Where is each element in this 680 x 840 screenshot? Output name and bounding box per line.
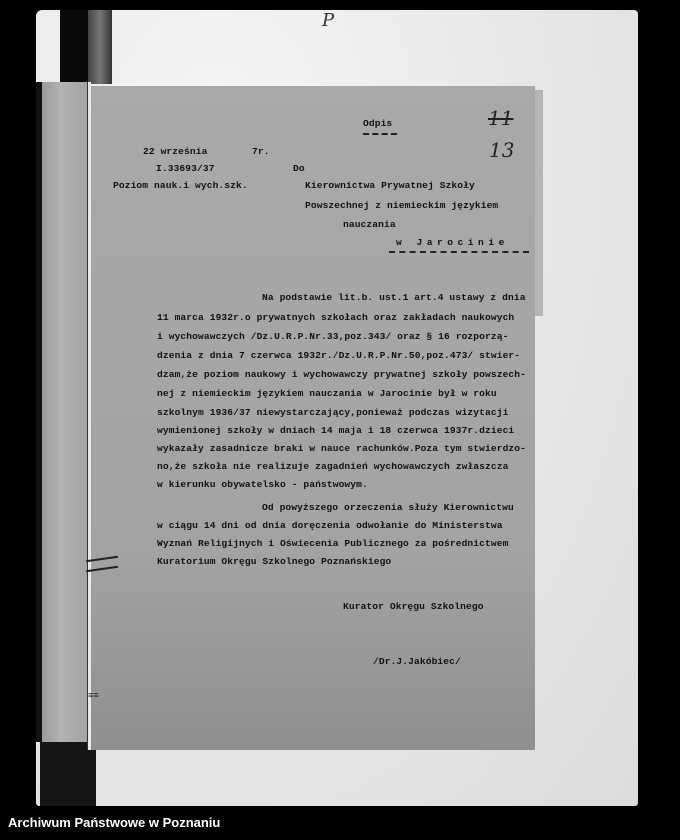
signature-title: Kurator Okręgu Szkolnego: [343, 601, 484, 612]
addressee-line-3: nauczania: [343, 219, 396, 230]
archive-number-struck: 11: [488, 106, 514, 130]
body-line: nej z niemieckim językiem nauczania w Jarocinie był w roku: [157, 388, 497, 399]
sheet-edge: [535, 90, 543, 316]
signature-name: /Dr.J.Jakóbiec/: [373, 656, 461, 667]
left-strip-shadow: [40, 742, 96, 806]
body-line: Na podstawie lit.b. ust.1 art.4 ustawy z dnia: [262, 292, 526, 303]
binding-edge: [88, 10, 112, 84]
copy-mark: Odpis: [363, 118, 393, 129]
appeal-line: w ciągu 14 dni od dnia doręczenia odwołanie do Ministerstwa: [157, 520, 503, 531]
place-underline: [389, 251, 529, 253]
appeal-line: Kuratorium Okręgu Szkolnego Poznańskiego: [157, 556, 392, 567]
body-line: i wychowawczych /Dz.U.R.P.Nr.33,poz.343/ oraz § 16 rozporzą-: [157, 331, 509, 342]
addressee-line-1: Kierownictwa Prywatnej Szkoły: [305, 180, 475, 191]
body-line: no,że szkoła nie realizuje zagadnień wychowawczych zwłaszcza: [157, 461, 509, 472]
corner-stamp: ≡≡: [88, 691, 99, 701]
body-line: wymienionej szkoły w dniach 14 maja i 18 czerwca 1937r.dzieci: [157, 425, 515, 436]
left-page-strip: [36, 82, 88, 742]
reference-number: I.33693/37: [156, 163, 215, 174]
fold-line: [88, 82, 91, 750]
appeal-line: Od powyższego orzeczenia służy Kierownictwu: [262, 502, 514, 513]
body-line: 11 marca 1932r.o prywatnych szkołach oraz zakładach naukowych: [157, 312, 515, 323]
copy-mark-underline: [363, 133, 397, 135]
date-line: 22 września: [143, 146, 208, 157]
addressee-to: Do: [293, 163, 305, 174]
body-line: szkolnym 1936/37 niewystarczający,ponieważ podczas wizytacji: [157, 407, 509, 418]
appeal-line: Wyznań Religijnych i Oświecenia Publicznego za pośrednictwem: [157, 538, 509, 549]
body-line: dzam,że poziom naukowy i wychowawczy prywatnej szkoły powszech-: [157, 369, 527, 380]
addressee-line-2: Powszechnej z niemieckim językiem: [305, 200, 499, 211]
archive-number: 13: [489, 138, 515, 162]
ink-marks: [86, 558, 118, 580]
subject-line: Poziom nauk.i wych.szk.: [113, 180, 248, 191]
binding-shadow: [60, 10, 90, 82]
body-line: dzenia z dnia 7 czerwca 1932r./Dz.U.R.P.Nr.50,poz.473/ stwier-: [157, 350, 521, 361]
year-fragment: 7r.: [252, 146, 270, 157]
addressee-place: w Jarocinie: [396, 237, 509, 248]
body-line: wykazały zasadnicze braki w nauce rachunków.Poza tym stwierdzo-: [157, 443, 527, 454]
archive-caption: Archiwum Państwowe w Poznaniu: [8, 815, 221, 830]
body-line: w kierunku obywatelsko - państwowym.: [157, 479, 368, 490]
pencil-mark: P: [322, 10, 335, 31]
